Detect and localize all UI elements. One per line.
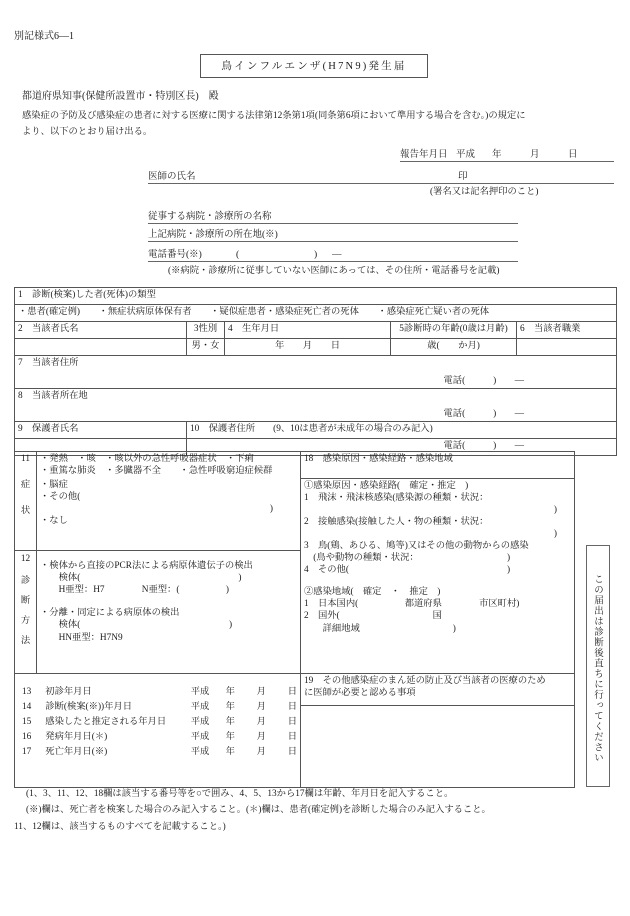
footnote-line: 11、12欄は、該当するものすべてを記載すること。)	[14, 821, 226, 832]
date-row[interactable]	[18, 730, 297, 745]
patient-location-cell[interactable]	[15, 389, 617, 422]
seal-label: 印	[458, 172, 468, 182]
form-title: 鳥インフルエンザ(H7N9)発生届	[200, 54, 428, 78]
date-month: 月	[256, 732, 266, 743]
sex-value[interactable]: 男・女	[187, 339, 225, 356]
doctor-name-field[interactable]	[148, 168, 614, 184]
occupation-label: 6 当該者職業	[517, 322, 617, 339]
other-matters-header	[301, 674, 575, 706]
form-code: 別記様式6―1	[14, 31, 74, 42]
infection-item-sub[interactable]: (鳥や動物の種類・状況： )	[304, 553, 511, 564]
symptom-line[interactable]: ・脳症	[40, 480, 68, 491]
diagnosis-line[interactable]: 検体( )	[40, 620, 233, 631]
date-number: 16	[22, 732, 32, 743]
date-month: 月	[256, 702, 266, 713]
table-row	[15, 339, 617, 356]
symptoms-lines-bottom[interactable]	[37, 478, 301, 551]
spacer	[18, 760, 297, 786]
date-number: 14	[22, 702, 32, 713]
date-number: 15	[22, 717, 32, 728]
infection-item[interactable]: 1 飛沫・飛沫核感染(感染源の種類・状況：	[304, 492, 489, 503]
patient-name-input[interactable]	[15, 339, 187, 356]
spacer	[304, 576, 571, 586]
date-number: 17	[22, 747, 32, 758]
birthdate-input[interactable]: 年 月 日	[225, 339, 391, 356]
legal-reference-line-2: より、以下のとおり届け出る。	[22, 127, 153, 137]
infection-item[interactable]: 4 その他( )	[304, 565, 511, 576]
date-era: 平成	[190, 687, 210, 698]
report-date-field[interactable]	[400, 146, 614, 162]
infection-section-header: 18 感染原因・感染経路・感染地域	[301, 452, 575, 479]
date-year: 年	[225, 732, 235, 743]
date-era: 平成	[190, 732, 210, 743]
infection-group2-title: ②感染地域( 確定 ・ 推定 )	[304, 587, 441, 598]
infection-area-item[interactable]: 1 日本国内( 都道府県 市区町村)	[304, 599, 520, 610]
table-row	[15, 288, 617, 305]
diagnosis-method-cell[interactable]	[37, 551, 301, 674]
table-row	[15, 389, 617, 422]
symptom-line[interactable]: ・その他(	[40, 492, 81, 503]
patient-info-table	[14, 287, 617, 456]
guardian-address-label: 10 保護者住所	[190, 424, 256, 434]
date-month: 月	[256, 687, 266, 698]
table-row	[15, 322, 617, 339]
date-day: 日	[287, 702, 297, 713]
footnote-line: (1、3、11、12、18欄は該当する番号等を○で囲み、4、5、13から17欄は年齢、年月日を記入すること。	[26, 789, 454, 799]
report-date-day: 日	[568, 150, 578, 160]
guardian-name-label: 9 保護者氏名	[15, 422, 187, 439]
symptom-other-close: )	[269, 504, 273, 515]
date-year: 年	[225, 702, 235, 713]
dates-cell[interactable]	[15, 674, 301, 788]
table-row	[15, 478, 575, 551]
spacer	[40, 596, 297, 607]
age-input[interactable]: 歳( か月)	[391, 339, 517, 356]
date-era: 平成	[190, 717, 210, 728]
date-label: 死亡年月日(※)	[45, 747, 108, 758]
patient-address-cell[interactable]	[15, 356, 617, 389]
date-number: 13	[22, 687, 32, 698]
date-era: 平成	[190, 747, 210, 758]
infection-item-close: )	[349, 528, 557, 539]
telephone-label: 電話番号(※)	[148, 250, 202, 260]
date-row[interactable]	[18, 700, 297, 715]
guardian-address-header	[187, 422, 617, 439]
infection-group1-title: ①感染原因・感染経路( 確定・推定 )	[304, 480, 469, 491]
date-row[interactable]	[18, 685, 297, 700]
birthdate-label: 4 生年月日	[225, 322, 391, 339]
signature-note: (署名又は記名押印のこと)	[430, 187, 539, 197]
infection-item[interactable]: 3 鳥(鶏、あひる、鳩等)又はその他の動物からの感染	[304, 541, 529, 552]
hospital-address-field[interactable]: 上記病院・診療所の所在地(※)	[148, 226, 518, 242]
diagnosis-line[interactable]: ・分離・同定による病原体の検出	[40, 608, 180, 619]
diagnosis-line[interactable]: H亜型：H7 N亜型：( )	[40, 585, 230, 596]
tel-paren-open: (	[236, 250, 240, 260]
patient-address-tel: 電話( ) —	[443, 375, 525, 386]
date-row[interactable]	[18, 745, 297, 760]
patient-address-label: 7 当該者住所	[18, 358, 79, 368]
date-label: 初診年月日	[45, 687, 92, 698]
date-label: 診断(検案(※))年月日	[45, 702, 133, 713]
date-label: 発病年月日(＊)	[45, 732, 108, 743]
sex-label: 3性別	[187, 322, 225, 339]
footnotes	[14, 786, 618, 835]
table-row	[15, 356, 617, 389]
date-era: 平成	[190, 702, 210, 713]
date-year: 年	[225, 717, 235, 728]
telephone-field[interactable]	[148, 246, 518, 262]
report-date-era: 平成	[456, 150, 476, 160]
date-day: 日	[287, 687, 297, 698]
date-day: 日	[287, 732, 297, 743]
legal-reference-line-1: 感染症の予防及び感染症の患者に対する医療に関する法律第12条第1項(同条第6項において準用する場合を含む。)の規定に	[22, 111, 526, 121]
infection-area-item[interactable]: 2 国外( 国	[304, 611, 442, 622]
addressee-line: 都道府県知事(保健所設置市・特別区長) 殿	[22, 91, 219, 102]
date-year: 年	[225, 687, 235, 698]
patient-location-label: 8 当該者所在地	[18, 391, 88, 401]
symptom-line[interactable]: ・重篤な肺炎 ・多臓器不全 ・急性呼吸窮迫症候群	[40, 466, 273, 477]
telephone-note: (※病院・診療所に従事していない医師にあっては、その住所・電話番号を記載)	[168, 266, 500, 276]
infection-item-close: )	[349, 504, 557, 515]
date-label: 感染したと推定される年月日	[45, 717, 167, 728]
other-matters-header-line-1: 19 その他感染症のまん延の防止及び当該者の医療のため	[304, 676, 546, 687]
diagnosis-line[interactable]: HN亜型：H7N9	[40, 632, 123, 643]
side-notice: この届出は診断後直ちに行ってください	[586, 545, 610, 787]
hospital-name-field[interactable]: 従事する病院・診療所の名称	[148, 208, 518, 224]
symptom-line[interactable]: ・発熱 ・咳 ・咳以外の急性呼吸器症状 ・下痢	[40, 454, 254, 464]
table-row	[15, 305, 617, 322]
table-row	[15, 422, 617, 439]
patient-name-label: 2 当該者氏名	[15, 322, 187, 339]
report-date-month: 月	[530, 150, 540, 160]
infection-item[interactable]: 2 接触感染(接触した人・物の種類・状況：	[304, 516, 489, 527]
symptoms-number: 11	[15, 452, 37, 479]
infection-details-cell[interactable]	[301, 478, 575, 674]
occupation-input[interactable]	[517, 339, 617, 356]
diagnosed-type-options[interactable]: ・患者(確定例) ・無症状病原体保有者 ・疑似症患者・感染症死亡者の死体 ・感染症死亡疑い者の死体	[15, 305, 617, 322]
footnote-line: (※)欄は、死亡者を検案した場合のみ記入すること。(＊)欄は、患者(確定例)を診断した場合のみ記入すること。	[26, 805, 491, 816]
infection-area-item[interactable]: 詳細地域 )	[304, 623, 456, 634]
date-row[interactable]	[18, 715, 297, 730]
diagnosis-line[interactable]: 検体( )	[40, 573, 242, 584]
patient-location-tel: 電話( ) —	[443, 408, 525, 419]
other-matters-input[interactable]	[301, 706, 575, 788]
date-month: 月	[256, 747, 266, 758]
guardian-note: (9、10は患者が未成年の場合のみ記入)	[273, 424, 433, 434]
table-row	[15, 452, 575, 479]
date-day: 日	[287, 717, 297, 728]
symptoms-lines-top[interactable]	[37, 452, 301, 479]
age-label: 5診断時の年齢(0歳は月齢)	[391, 322, 517, 339]
date-day: 日	[287, 747, 297, 758]
doctor-name-label: 医師の氏名	[148, 172, 196, 182]
date-year: 年	[225, 747, 235, 758]
diagnosis-method-number-label: 12 診 断 方 法	[15, 551, 37, 674]
clinical-info-table	[14, 451, 575, 788]
tel-paren-close: )	[314, 250, 318, 260]
symptoms-vertical-label: 症 状	[15, 478, 37, 551]
tel-dash: —	[332, 250, 342, 260]
diagnosis-line[interactable]: ・検体から直接のPCR法による病原体遺伝子の検出	[40, 561, 253, 572]
table-row	[15, 674, 575, 706]
spacer	[40, 552, 297, 560]
guardian-tel: 電話( ) —	[443, 441, 525, 451]
other-matters-header-line-2: に医師が必要と認める事項	[304, 688, 416, 699]
symptom-line[interactable]: ・なし	[40, 516, 68, 527]
report-date-year: 年	[492, 150, 502, 160]
spacer	[18, 675, 297, 685]
date-month: 月	[256, 717, 266, 728]
report-date-label: 報告年月日	[400, 150, 448, 160]
diagnosed-type-header: 1 診断(検案)した者(死体)の類型	[15, 288, 617, 305]
